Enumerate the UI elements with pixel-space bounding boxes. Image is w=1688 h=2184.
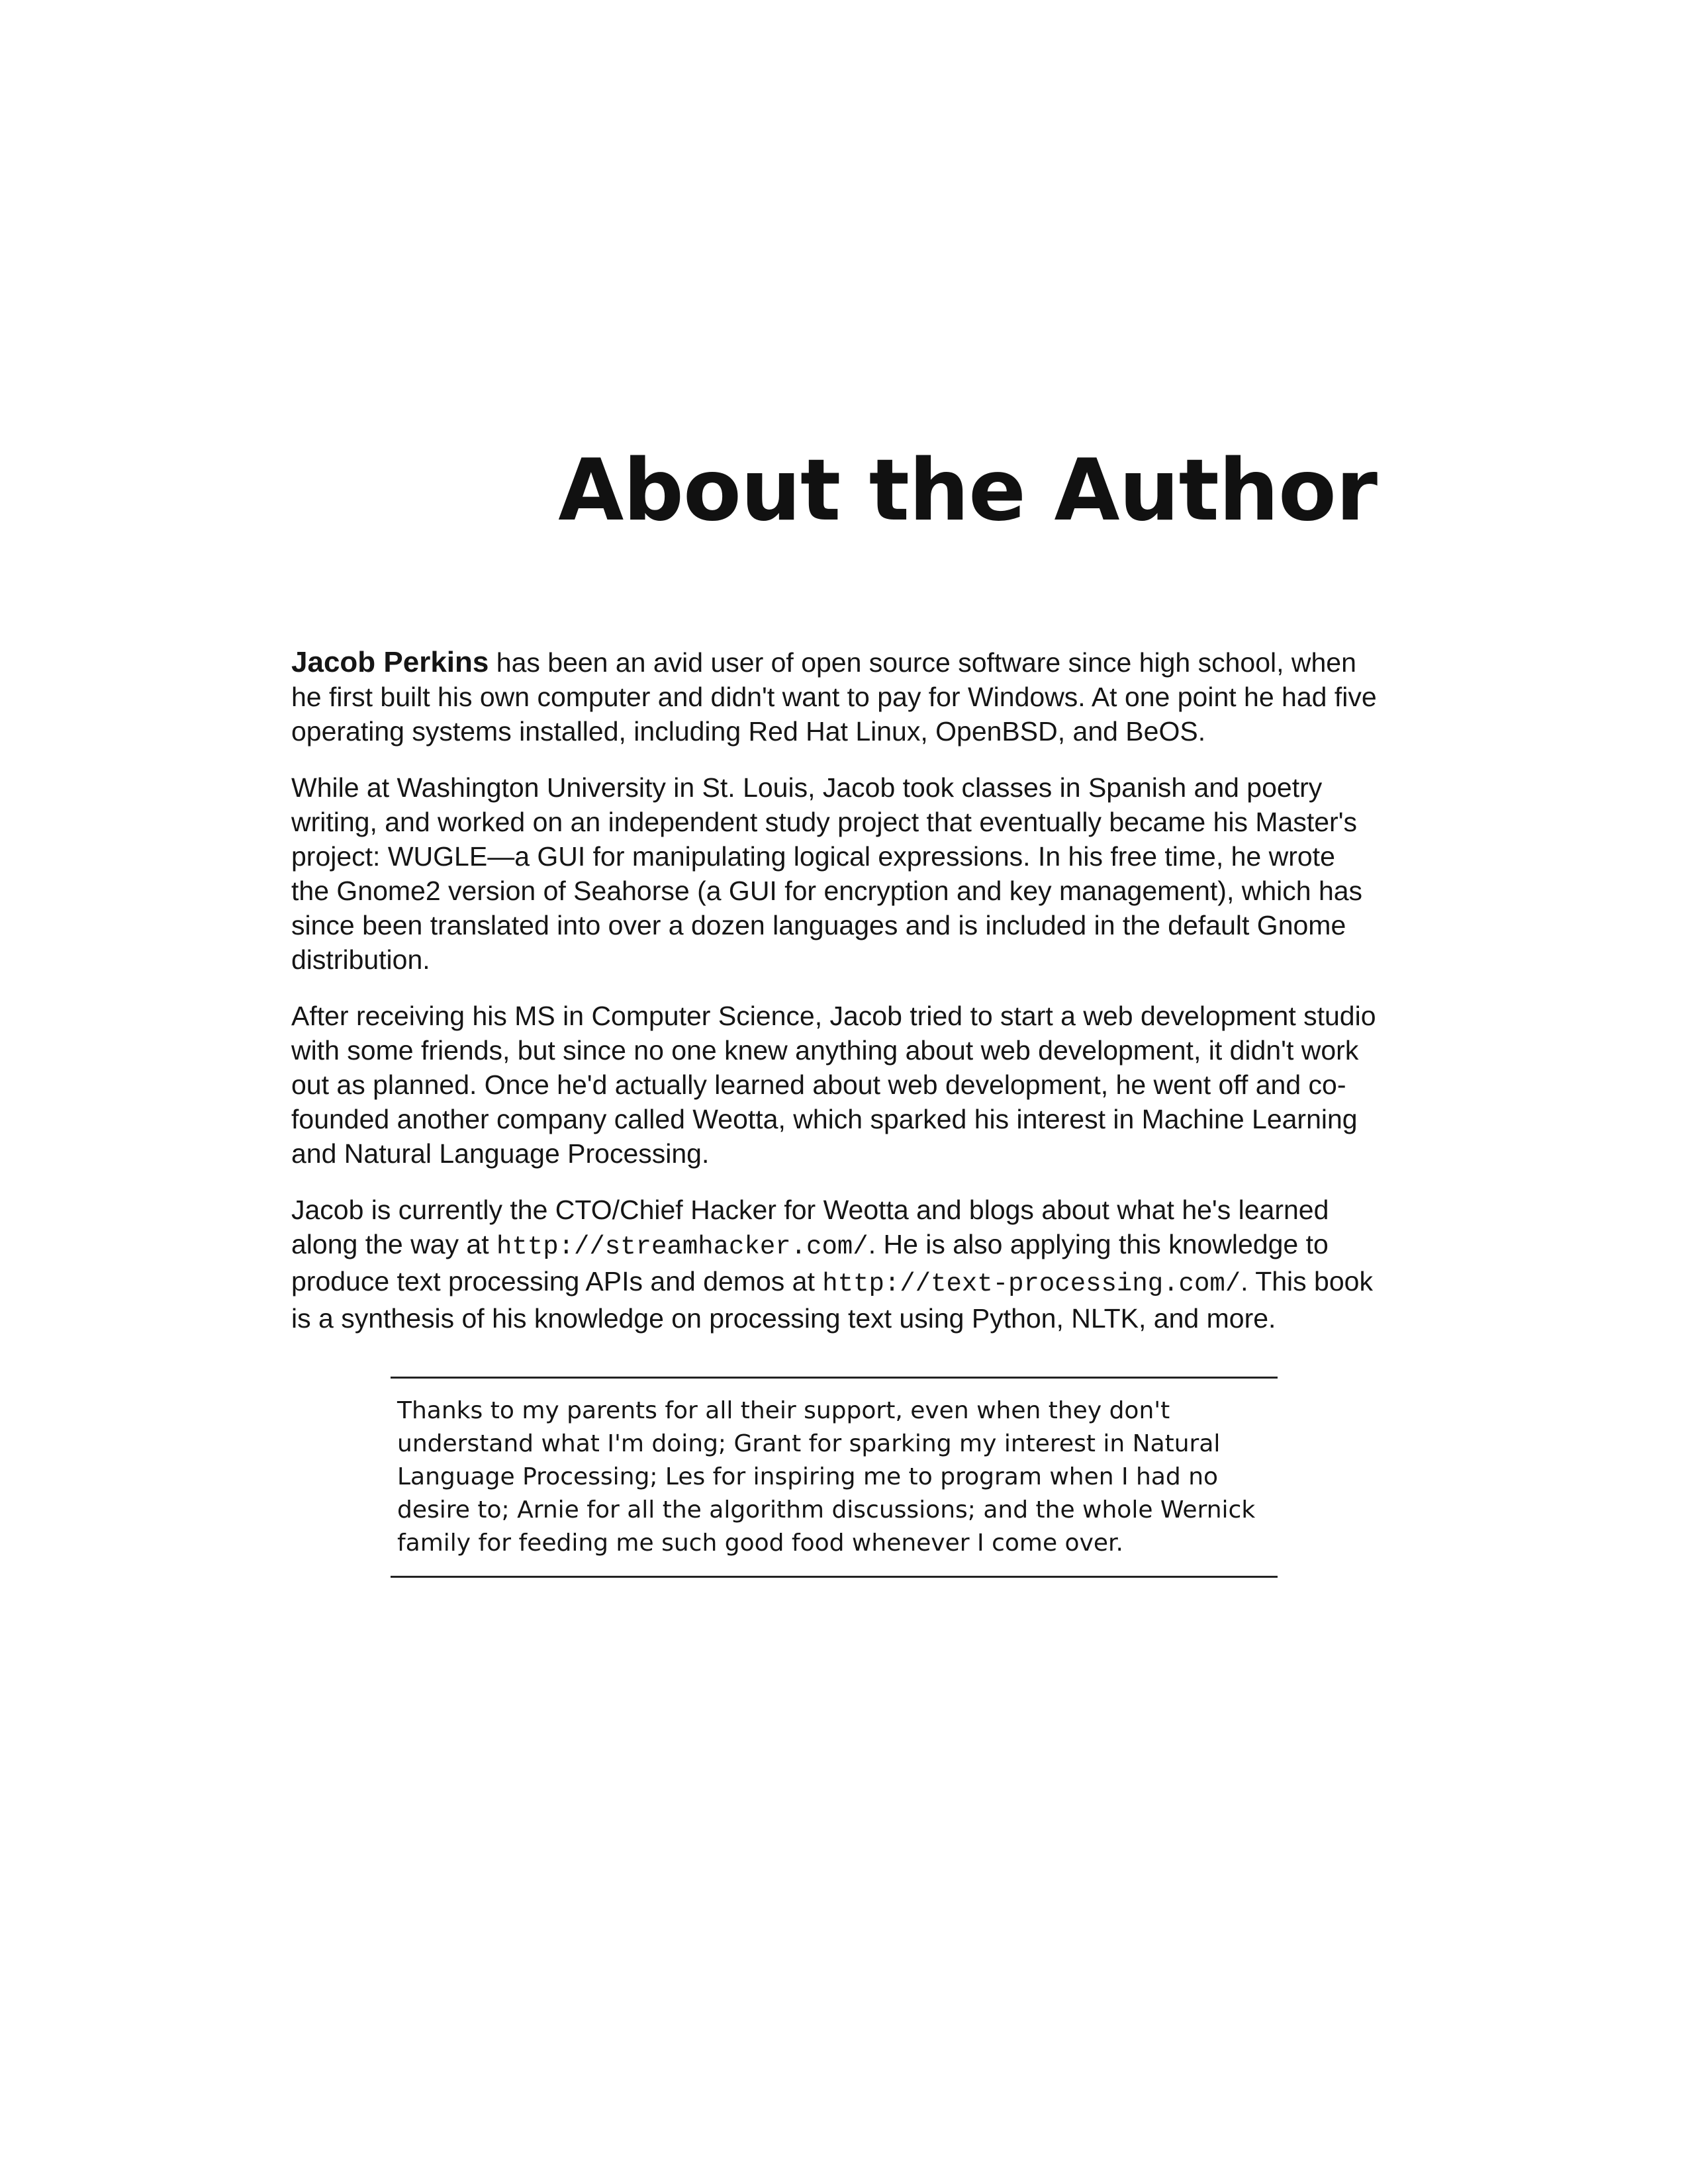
text-processing-url: http://text-processing.com/ (822, 1269, 1241, 1298)
page-title: About the Author (558, 441, 1377, 540)
bio-paragraph-4-text-c: . This book is a synthesis of his knowledge on processing text using Python, NLTK, and more. (291, 1266, 1373, 1334)
bio-paragraph-1-text: has been an avid user of open source software since high school, when he first built his own computer and didn't want to pay for Windows. At one point he had five operating systems installed, including Red Hat Linux, OpenBSD, and BeOS. (291, 647, 1377, 747)
acknowledgements-text: Thanks to my parents for all their support, even when they don't understand what I'm doing; Grant for sparking my interest in Natural Language Processing; Les for inspiring me to program when I had no desire to; Arnie for all the algorithm discussions; and the whole Wernick family for feeding me such good food whenever I come over. (397, 1397, 1256, 1557)
bio-paragraph-4-text-b: . He is also applying this knowledge to produce text processing APIs and demos at (291, 1229, 1329, 1297)
bio-paragraph-4-text-a: Jacob is currently the CTO/Chief Hacker for Weotta and blogs about what he's learned along the way at (291, 1195, 1329, 1259)
bio-paragraph-1 (291, 645, 1377, 749)
bio-paragraph-3: After receiving his MS in Computer Science, Jacob tried to start a web development studio with some friends, but since no one knew anything about web development, it didn't work out as planned. Once he'd actually learned about web development, he went off and co-founded another company called Weotta, which sparked his interest in Machine Learning and Natural Language Processing. (291, 1001, 1376, 1169)
author-name: Jacob Perkins (291, 646, 489, 678)
author-bio (291, 645, 1377, 1357)
streamhacker-url: http://streamhacker.com/ (496, 1232, 868, 1261)
acknowledgements-box (391, 1377, 1278, 1578)
bio-paragraph-2: While at Washington University in St. Louis, Jacob took classes in Spanish and poetry writing, and worked on an independent study project that eventually became his Master's project: WUGLE—a GUI for manipulating logical expressions. In his free time, he wrote the Gnome2 version of Seahorse (a GUI for encryption and key management), which has since been translated into over a dozen languages and is included in the default Gnome distribution. (291, 772, 1363, 975)
bio-paragraph-4 (291, 1193, 1377, 1336)
